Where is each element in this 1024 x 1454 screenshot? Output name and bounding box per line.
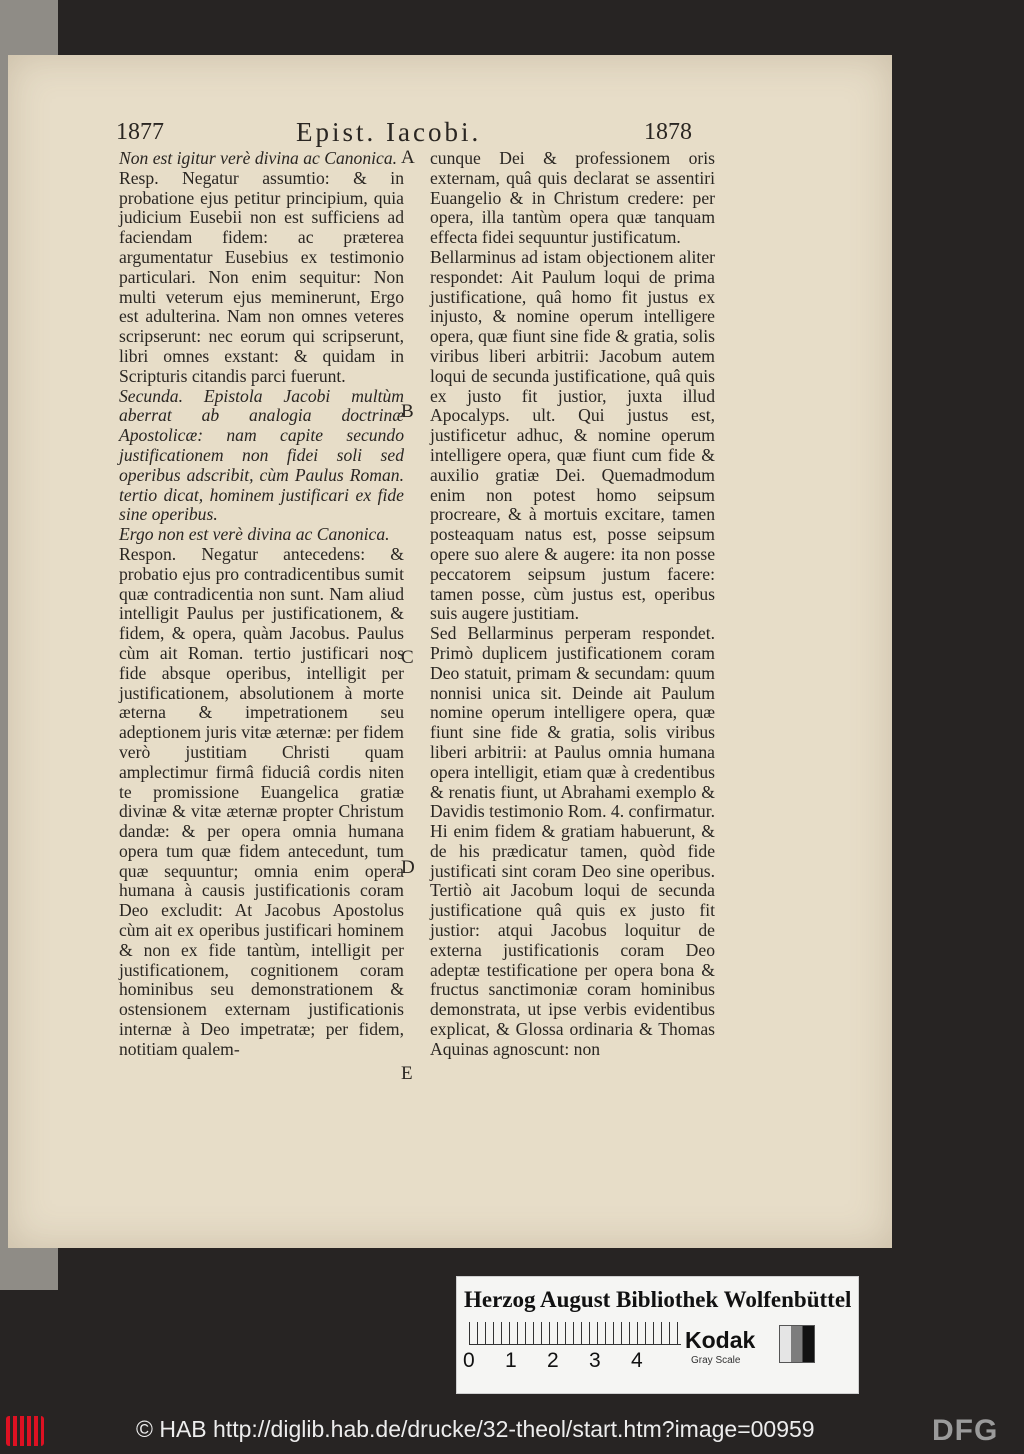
running-head: [8, 119, 892, 149]
paragraph: Resp. Negatur assumtio: & in probatione ejus petitur principium, quia judicium Eusebii non est sufficiens ad faciendam fidem: ac præterea argumentatur Eusebius ex testimonio particulari. Non enim sequitur: Non multi veterum ejus meminerunt, Ergo est adulterina. Nam non omnes veteres scripserunt: nec eorum qui scripserunt, libri omnes exstant: & quidam in Scripturis citandis parci fuerunt.: [119, 167, 404, 386]
dfg-logo: DFG: [932, 1414, 999, 1447]
scale-ruler: [469, 1322, 681, 1345]
paragraph: Respon. Negatur antecedens: & probatio ejus pro contradicentibus sumit quæ contradicentia non sunt. Nam aliud intelligit Paulus per justificationem, & fidem, & opera, quàm Jacobus. Paulus cùm ait Roman. tertio justificari nos fide absque operibus, intelligit per justificationem, absolutionem à morte æterna & impetrationem seu adeptionem juris vitæ æternæ: per fidem verò justitiam Christi quam amplectimur firmâ fiduciâ cordis niten te promissione Euangelica gratiæ divinæ & vitæ æternæ propter Christum dandæ: & per opera omnia humana opera tum quæ fidem antecedunt, tum quæ sequuntur; omnia enim opera humana à causis justificationis coram Deo excludit: At Jacobus Apostolus cùm ait ex operibus justificari hominem & non ex fide tantùm, intelligit per justificationem, cognitionem coram hominibus seu demonstrationem & ostensionem externam justificationis internæ à Deo impetratæ; per fidem, notitiam qualem-: [119, 543, 404, 1059]
paragraph: Bellarminus ad istam objectionem aliter respondet: Ait Paulum loqui de prima justificatione, quâ homo fit justus ex injusto, & nomine operum intelligere opera, quæ fiunt sine fide & gratia, solis viribus liberi arbitrii: Jacobum autem loqui de secunda justificatione, quâ quis ex justo fit justior, juxta illud Apocalyps. ult. Qui justus est, justificetur adhuc, & nomine operum intelligere opera, quæ fiunt cum fide & auxilio gratiæ Dei. Quemadmodum enim non potest homo seipsum procreare, & à mortuis excitare, tamen posteaquam natus est, posse seipsum opere suo alere & augere: ita non posse peccatorem seipsum justum facere: tamen posse, cùm justus est, operibus suis augere justitiam.: [430, 246, 715, 624]
ruler-number: 1: [505, 1349, 517, 1372]
library-color-target: [456, 1276, 859, 1394]
kodak-logo: Kodak: [685, 1327, 756, 1353]
page-number-right: 1878: [644, 119, 692, 145]
hab-logo-icon: [6, 1416, 44, 1446]
gray-scale-label: Gray Scale: [691, 1355, 741, 1366]
ruler-number: 4: [631, 1349, 643, 1372]
paragraph: Sed Bellarminus perperam respondet. Primò duplicem justificationem coram Deo statuit, primam & secundam: quum nonnisi unica sit. Deinde ait Paulum nomine operum intelligere opera, quæ fiunt sine fide & gratia, solis viribus liberi arbitrii: at Paulus omnia humana opera intelligit, etiam quæ à credentibus & renatis fiunt, ut Abrahami exemplo & Davidis testimonio Rom. 4. confirmatur. Hi enim fidem & gratiam habuerunt, & de his prædicatur tamen, quòd fide justificati sint coram Deo sine operibus. Tertiò ait Jacobum loqui de secunda justificatione quâ quis ex justo fit justior: atqui Jacobus loquitur de externa justificationis coram Deo adeptæ testificatione per opera bona & fructus sanctimoniæ coram hominibus demonstrata, ut ipse verbis evidentibus explicat, & Glossa ordinaria & Thomas Aquinas agnoscunt: non: [430, 623, 715, 1059]
running-title: Epist. Iacobi.: [296, 117, 482, 147]
book-page: [8, 55, 892, 1248]
paragraph: Non est igitur verè divina ac Canonica.: [119, 148, 398, 168]
ruler-number: 3: [589, 1349, 601, 1372]
footer-bar: [0, 1408, 1024, 1454]
paragraph: Ergo non est verè divina ac Canonica.: [119, 524, 390, 545]
ruler-number: 2: [547, 1349, 559, 1372]
margin-letter-c: C: [401, 647, 414, 668]
left-column: [119, 149, 404, 1060]
paragraph: Secunda. Epistola Jacobi multùm aberrat ab analogia doctrinæ Apostolicæ: nam capite secundo justificationem non fidei soli sed operibus adscribit, cùm Paulus Roman. tertio dicat, hominem justificari ex fide sine operibus.: [119, 385, 404, 525]
margin-letter-b: B: [401, 401, 414, 422]
page-number-left: 1877: [116, 119, 164, 145]
paragraph: cunque Dei & professionem oris externam, quâ quis declarat se assentiri Euangelio & in Christum credere: per opera, illa tantùm opera quæ tanquam effecta fidei sequuntur justificatum.: [430, 148, 715, 248]
margin-letter-e: E: [401, 1063, 413, 1084]
right-column: [430, 149, 715, 1060]
ruler-number: 0: [463, 1349, 475, 1372]
source-url[interactable]: © HAB http://diglib.hab.de/drucke/32-theol/start.htm?image=00959: [136, 1416, 815, 1442]
library-name: Herzog August Bibliothek Wolfenbüttel: [464, 1287, 852, 1312]
gray-patch: [779, 1325, 815, 1363]
margin-letter-a: A: [401, 147, 415, 168]
margin-letter-d: D: [401, 857, 415, 878]
